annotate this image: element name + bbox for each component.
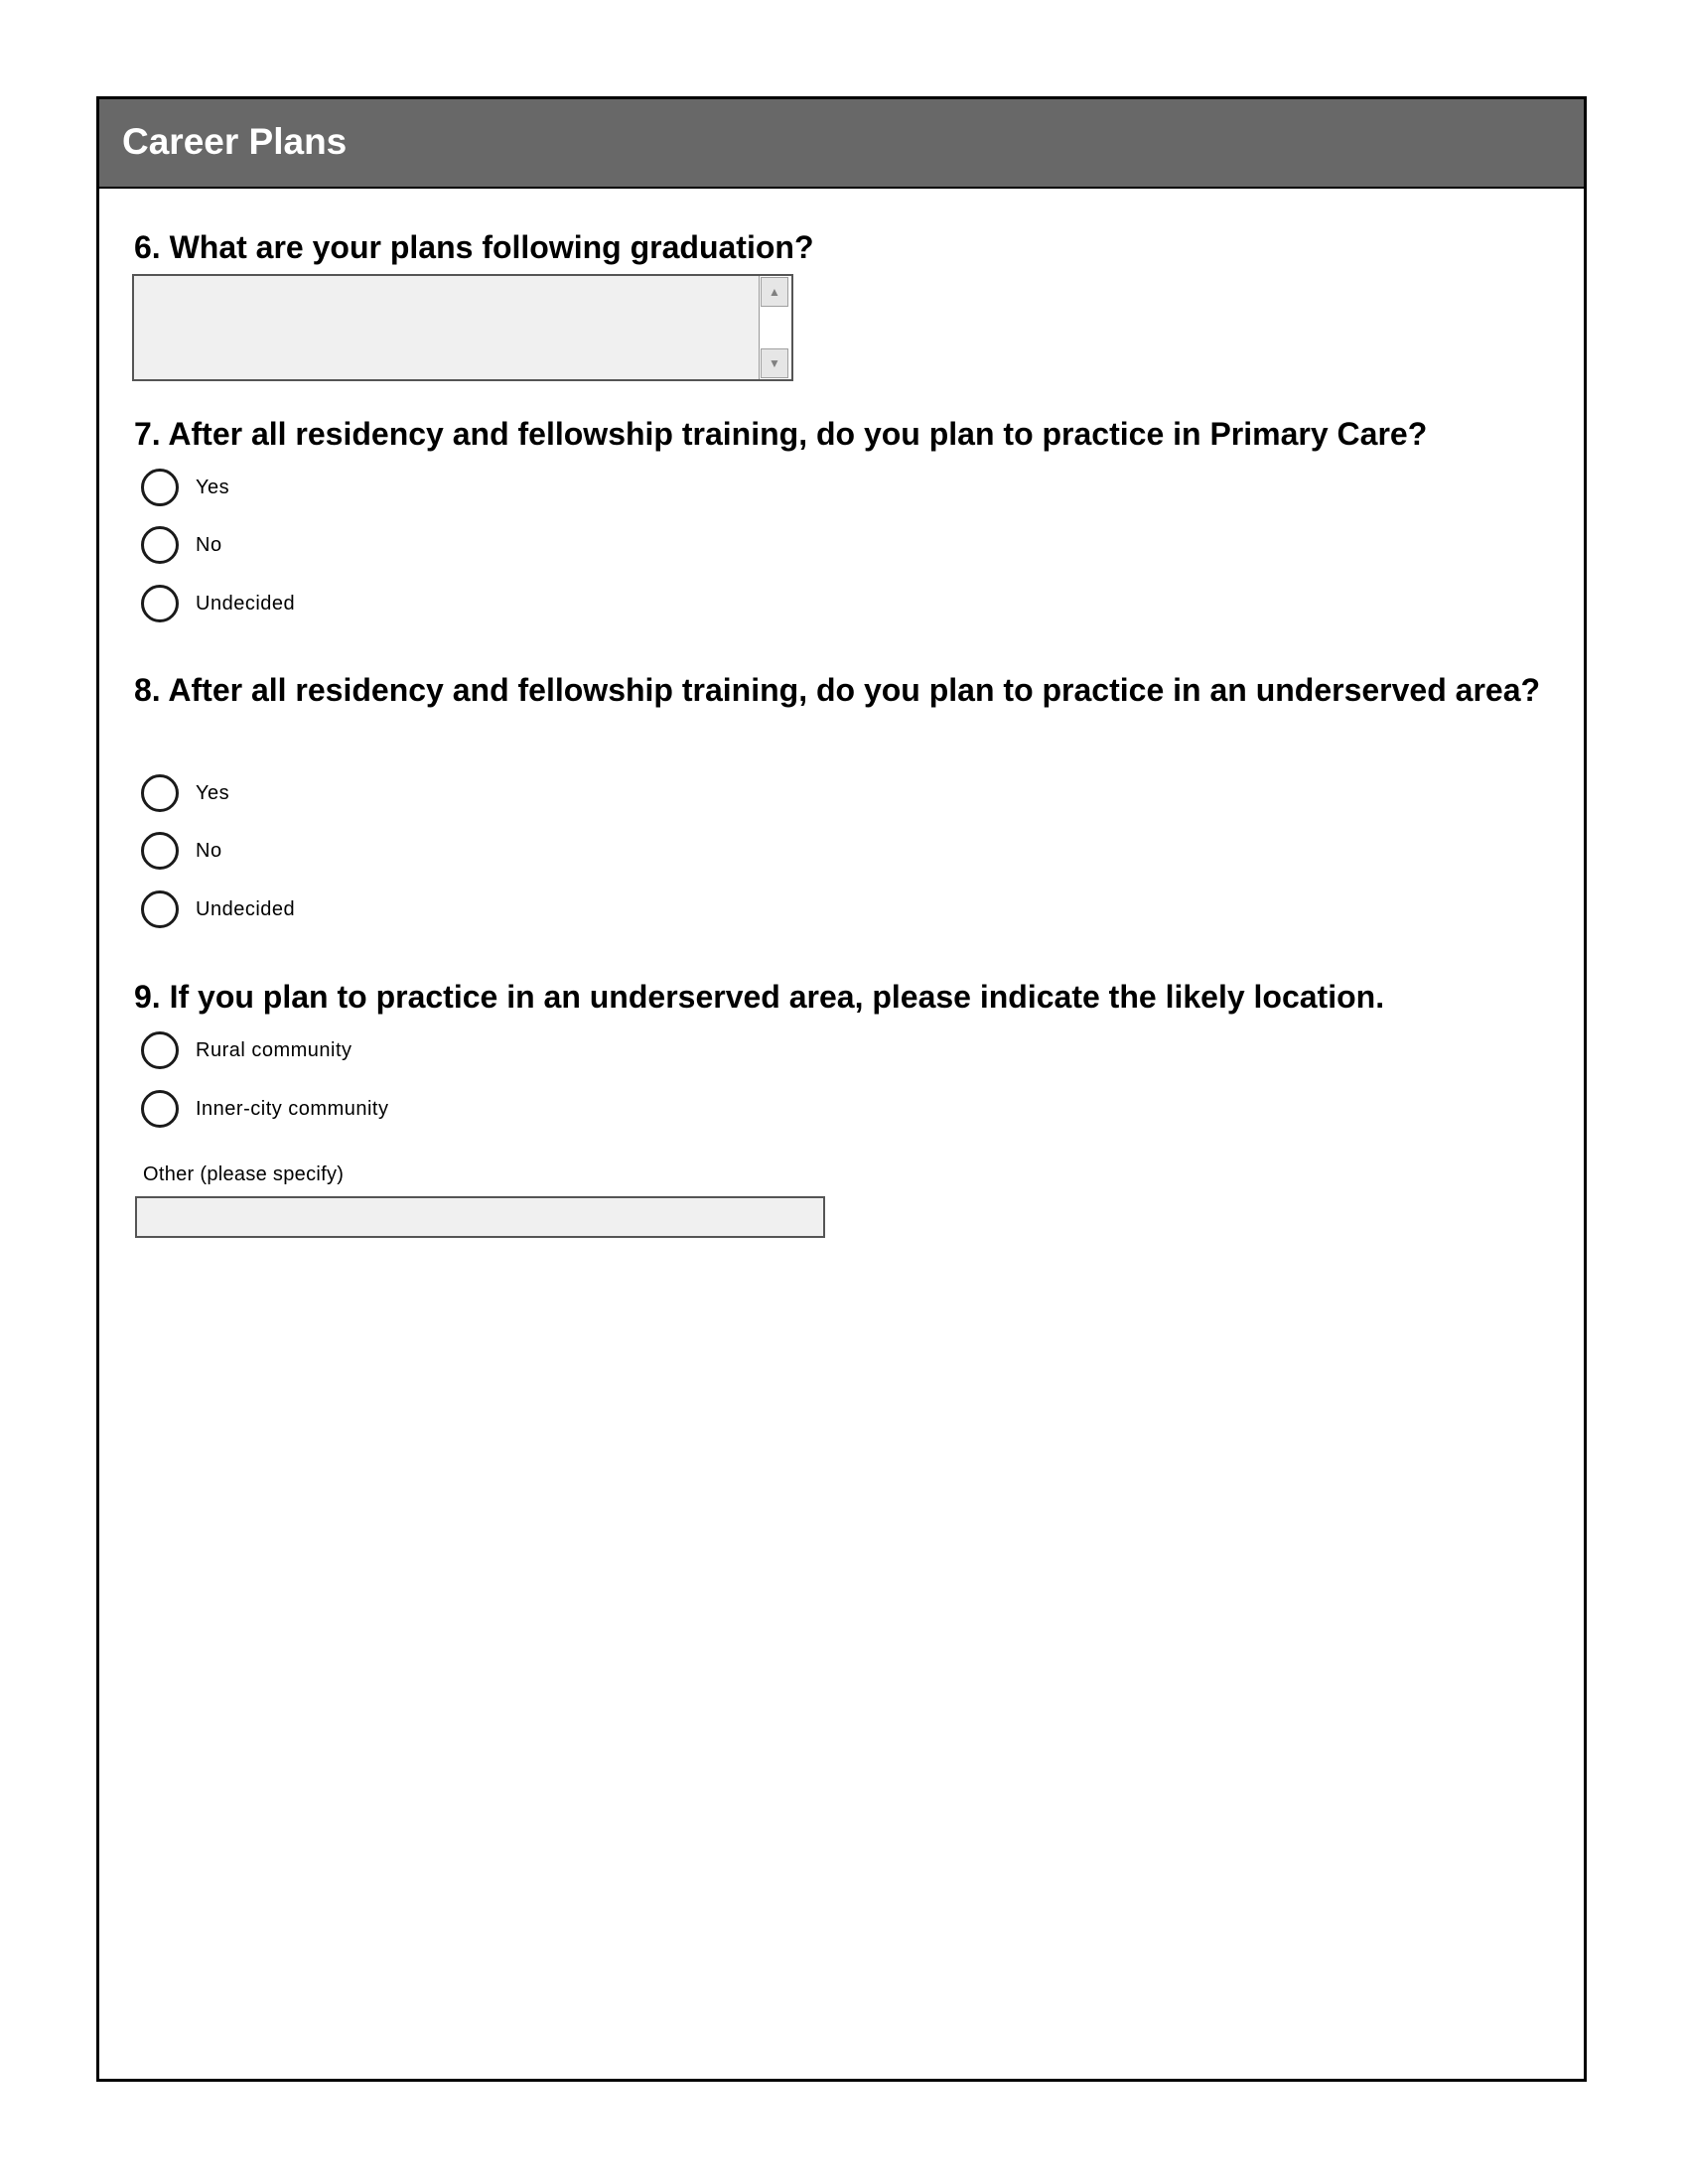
radio-button[interactable] xyxy=(141,526,179,564)
q9-option-rural[interactable] xyxy=(141,1031,637,1077)
q9-option-inner-city[interactable] xyxy=(141,1090,637,1136)
option-label: Undecided xyxy=(196,898,296,920)
q8-option-yes[interactable] xyxy=(141,774,637,820)
question-9: 9. If you plan to practice in an underserved area, please indicate the likely location. xyxy=(134,979,1385,1015)
textarea-scrollbar[interactable] xyxy=(759,276,791,379)
q7-option-no[interactable] xyxy=(141,526,637,572)
option-label: Yes xyxy=(196,782,230,804)
question-6: 6. What are your plans following graduation? xyxy=(134,229,814,265)
question-7: 7. After all residency and fellowship training, do you plan to practice in Primary Care? xyxy=(134,416,1428,452)
q7-option-yes[interactable] xyxy=(141,469,637,514)
radio-button[interactable] xyxy=(141,469,179,506)
radio-button[interactable] xyxy=(141,832,179,870)
radio-button[interactable] xyxy=(141,1090,179,1128)
q7-option-undecided[interactable] xyxy=(141,585,637,630)
option-label: No xyxy=(196,840,222,862)
other-label: Other (please specify) xyxy=(143,1163,345,1185)
radio-button[interactable] xyxy=(141,585,179,622)
option-label: Undecided xyxy=(196,593,296,614)
section-header xyxy=(99,99,1584,189)
option-label: No xyxy=(196,534,222,556)
option-label: Rural community xyxy=(196,1039,352,1061)
option-label: Yes xyxy=(196,477,230,498)
scroll-down-icon[interactable]: ▼ xyxy=(761,348,788,378)
scroll-up-icon[interactable]: ▲ xyxy=(761,277,788,307)
radio-button[interactable] xyxy=(141,774,179,812)
option-label: Inner-city community xyxy=(196,1098,389,1120)
question-8: 8. After all residency and fellowship training, do you plan to practice in an underserved area? xyxy=(134,672,1541,708)
q8-option-undecided[interactable] xyxy=(141,890,637,936)
radio-button[interactable] xyxy=(141,1031,179,1069)
plans-textarea[interactable] xyxy=(132,274,793,381)
other-specify-input[interactable] xyxy=(135,1196,825,1238)
q8-option-no[interactable] xyxy=(141,832,637,878)
radio-button[interactable] xyxy=(141,890,179,928)
section-title: Career Plans xyxy=(122,121,348,162)
survey-page xyxy=(96,96,1587,2082)
